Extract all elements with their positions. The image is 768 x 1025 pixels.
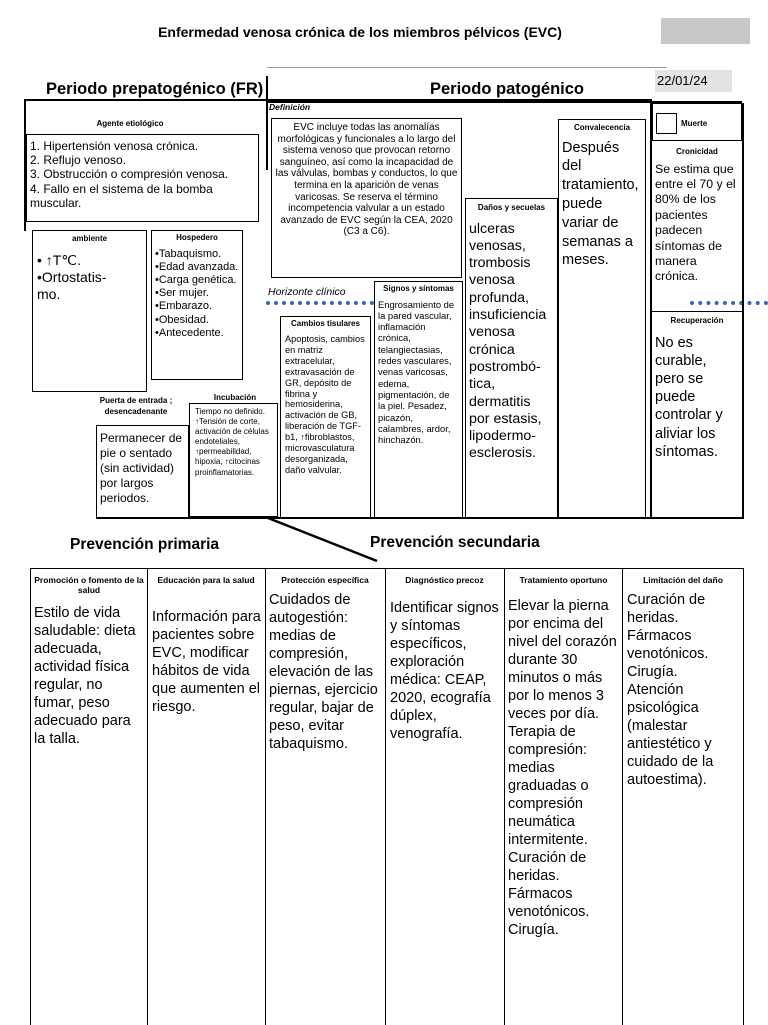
chronicity-label: Cronicidad [676, 147, 718, 156]
prevention-col-text-2: Información para pacientes sobre EVC, modificar hábitos de vida que aumenten el riesgo. [152, 609, 261, 715]
prevention-col-border-7 [743, 568, 744, 1025]
prevention-col-label-6: Limitación del daño [643, 575, 723, 585]
tissue-label: Cambios tisulares [291, 319, 360, 328]
prepathogenic-heading: Periodo prepatogénico (FR) [46, 80, 264, 98]
chronicity-text: Se estima que entre el 70 y el 80% de los pacientes padecen síntomas de manera crónica. [655, 161, 736, 284]
tissue-text: Apoptosis, cambios en matriz extracelular, extravasación de GR, depósito de fibrina y hemosiderina, activación de GB, liberación de TGF-b1, ↑fibroblastos, microvasculatura desorganizada, daño valvular. [285, 334, 365, 475]
date-box: 22/01/24 [655, 70, 732, 92]
incubation-box [189, 403, 278, 517]
damage-text: ulceras venosas, trombosis venosa profunda, insuficiencia venosa crónica postrombó-tica, dermatitis por estasis, lipodermo-esclerosis. [469, 220, 547, 462]
prevention-col-label-2: Educación para la salud [157, 575, 255, 585]
prevention-col-label-1: Promoción o fomento de la salud [34, 575, 144, 595]
death-checkbox [656, 113, 677, 134]
environment-items: • ↑T℃. •Ortostatis- mo. [37, 251, 107, 302]
definition-box [271, 118, 462, 278]
prevention-col-text-1: Estilo de vida saludable: dieta adecuada, actividad física regular, no fumar, peso adecuado para la talla. [34, 605, 136, 747]
convalescence-box [558, 119, 646, 518]
definition-label: Definición [269, 102, 311, 112]
prevention-col-text-3: Cuidados de autogestión: medias de compresión, elevación de las piernas, ejercicio regular, bajar de peso, evitar tabaquismo. [269, 592, 378, 752]
secondary-prevention-heading: Prevención secundaria [370, 534, 540, 551]
prevention-col-border-2 [147, 568, 148, 1025]
prevention-col-text-5: Elevar la pierna por encima del nivel del corazón durante 30 minutos o más por lo menos 3 veces por día. Terapia de compresión: medias graduadas o compresión neumática intermitente. Curación de heridas. Fármacos venotónicos. Cirugía. [508, 598, 617, 938]
prevention-col-label-5: Tratamiento oportuno [519, 575, 608, 585]
entry-label: Puerta de entrada ; desencadenante [99, 396, 173, 416]
recovery-box [652, 312, 742, 518]
title-gray-box [661, 18, 750, 44]
tissue-box [280, 316, 371, 518]
agent-box [26, 134, 259, 222]
convalescence-label: Convalecencia [573, 123, 631, 132]
chronicity-box [652, 141, 742, 311]
environment-label: ambiente [71, 234, 108, 243]
signs-label: Signos y síntomas [383, 284, 454, 293]
prevention-col-border-6 [622, 568, 623, 1025]
prevention-col-label-3: Protección específica [281, 575, 369, 585]
signs-box [374, 281, 463, 518]
recovery-text: No es curable, pero se puede controlar y aliviar los síntomas. [655, 334, 723, 460]
prevention-col-label-4: Diagnóstico precoz [405, 575, 484, 585]
environment-box [32, 230, 147, 392]
entry-text: Permanecer de pie o sentado (sin actividad) por largos periodos. [100, 431, 183, 505]
agent-label: Agente etiológico [96, 119, 164, 128]
entry-box [96, 425, 189, 518]
convalescence-text: Después del tratamiento, puede variar de semanas a meses. [562, 139, 639, 269]
prevention-table-top [30, 568, 744, 569]
prevention-col-border-4 [385, 568, 386, 1025]
clinical-horizon-label: Horizonte clínico [268, 286, 346, 298]
agent-items: 1. Hipertensión venosa crónica. 2. Reflujo venoso. 3. Obstrucción o compresión venosa. 4. Fallo en el sistema de la bomba muscular. [30, 139, 229, 210]
definition-text: EVC incluye todas las anomalías morfológicas y funcionales a lo largo del sistema venoso que provocan retorno sanguíneo, así como la incapacidad de las válvulas, bombas y conductos, lo que termina en la aparición de venas varicosas. Se reserva el término incompetencia valvular a un estado avanzado de EVC según la CEA, 2020 (C3 a C6). [275, 122, 458, 238]
host-box [151, 230, 243, 380]
prevention-col-text-6: Curación de heridas. Fármacos venotónicos. Cirugía. Atención psicológica (malestar antiestético y cuidado de la autoestima). [627, 592, 714, 788]
recovery-label: Recuperación [670, 316, 724, 325]
primary-prevention-heading: Prevención primaria [70, 536, 220, 553]
page-title: Enfermedad venosa crónica de los miembros pélvicos (EVC) [158, 24, 562, 40]
host-label: Hospedero [176, 233, 218, 242]
pathogenic-heading: Periodo patogénico [430, 80, 585, 98]
damage-box [465, 198, 558, 518]
death-label: Muerte [681, 119, 708, 128]
prevention-col-border-5 [504, 568, 505, 1025]
incubation-text: Tiempo no definido. ↑Tensión de corte, activación de células endoteliales, ↑permeabilidad, hipoxia, ↑citocinas proinflamatorias. [195, 407, 269, 477]
death-box [652, 103, 742, 141]
clinical-horizon-line-left [266, 301, 374, 305]
prevention-col-text-4: Identificar signos y síntomas específicos, exploración médica: CEAP, 2020, ecografía dúplex, venografía. [390, 600, 499, 742]
signs-text: Engrosamiento de la pared vascular, inflamación crónica, telangiectasias, redes vasculares, venas varicosas, edema, pigmentación, de la piel. Pesadez, picazón, calambres, ardor, hinchazón. [378, 298, 455, 446]
connector-line [265, 515, 385, 565]
damage-label: Daños y secuelas [477, 203, 546, 212]
prevention-col-border-3 [265, 568, 266, 1025]
incubation-label: Incubación [213, 393, 257, 402]
title-underline [267, 67, 667, 68]
prevention-col-border-1 [30, 568, 31, 1025]
host-items: •Tabaquismo. •Edad avanzada. •Carga genética. •Ser mujer. •Embarazo. •Obesidad. •Antecedente. [155, 247, 239, 339]
